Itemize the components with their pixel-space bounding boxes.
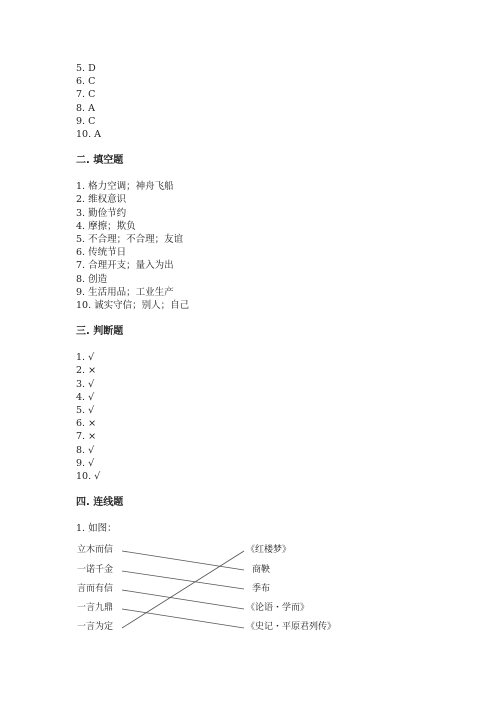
match-left-item: 一言九鼎 xyxy=(77,603,114,613)
answer-line: 9. 生活用品；工业生产 xyxy=(76,286,174,298)
answer-line: 6. C xyxy=(76,76,96,88)
answer-line: 7. × xyxy=(76,431,97,443)
match-intro: 1. 如图： xyxy=(76,523,117,535)
answer-line: 7. C xyxy=(76,89,96,101)
answer-line: 10. 诚实守信；别人；自己 xyxy=(76,300,190,312)
answer-line: 6. × xyxy=(76,418,97,430)
choice-answers xyxy=(76,62,436,141)
match-left-item: 一言为定 xyxy=(77,622,114,632)
answer-line: 5. D xyxy=(76,63,96,74)
answer-line: 8. √ xyxy=(76,444,95,456)
answer-line: 4. √ xyxy=(76,391,95,403)
match-line xyxy=(122,571,244,589)
answer-line: 1. 格力空调；神舟飞船 xyxy=(76,181,174,193)
fill-answers xyxy=(76,180,436,312)
answer-line: 9. C xyxy=(76,115,96,127)
answer-line: 2. × xyxy=(76,365,97,377)
answer-line: 5. 不合理；不合理；友谊 xyxy=(76,234,184,246)
answer-line: 1. √ xyxy=(76,352,95,364)
judge-section-title: 三. 判断题 xyxy=(76,326,124,338)
match-line xyxy=(122,551,244,570)
answer-line: 7. 合理开支；量入为出 xyxy=(76,260,174,272)
match-right-item: 《史记・平原君列传》 xyxy=(246,622,337,632)
fill-section-title: 二. 填空题 xyxy=(76,155,124,167)
answer-line: 3. 勤俭节约 xyxy=(76,207,127,219)
match-right-item: 商鞅 xyxy=(252,565,271,575)
match-left-item: 立木而信 xyxy=(77,545,114,555)
answer-line: 10. A xyxy=(76,129,101,141)
match-left-item: 言而有信 xyxy=(77,584,114,594)
match-right-item: 《红楼梦》 xyxy=(246,545,292,555)
match-line xyxy=(122,551,244,628)
answer-line: 4. 摩擦；欺负 xyxy=(76,220,136,232)
match-line xyxy=(122,590,244,609)
match-right-item: 《论语・学而》 xyxy=(246,603,310,613)
judge-answers xyxy=(76,351,436,483)
match-line xyxy=(122,609,244,628)
answer-line: 5. √ xyxy=(76,405,95,417)
answer-line: 3. √ xyxy=(76,378,95,390)
answer-line: 2. 维权意识 xyxy=(76,194,127,206)
answer-line: 10. √ xyxy=(76,471,101,483)
answer-page xyxy=(76,62,436,535)
match-left-item: 一诺千金 xyxy=(77,565,114,575)
match-right-item: 季布 xyxy=(252,584,271,594)
answer-line: 9. √ xyxy=(76,457,95,469)
answer-line: 6. 传统节日 xyxy=(76,247,127,259)
answer-line: 8. 创造 xyxy=(76,273,108,285)
answer-line: 8. A xyxy=(76,102,95,114)
match-section-title: 四. 连线题 xyxy=(76,497,124,509)
